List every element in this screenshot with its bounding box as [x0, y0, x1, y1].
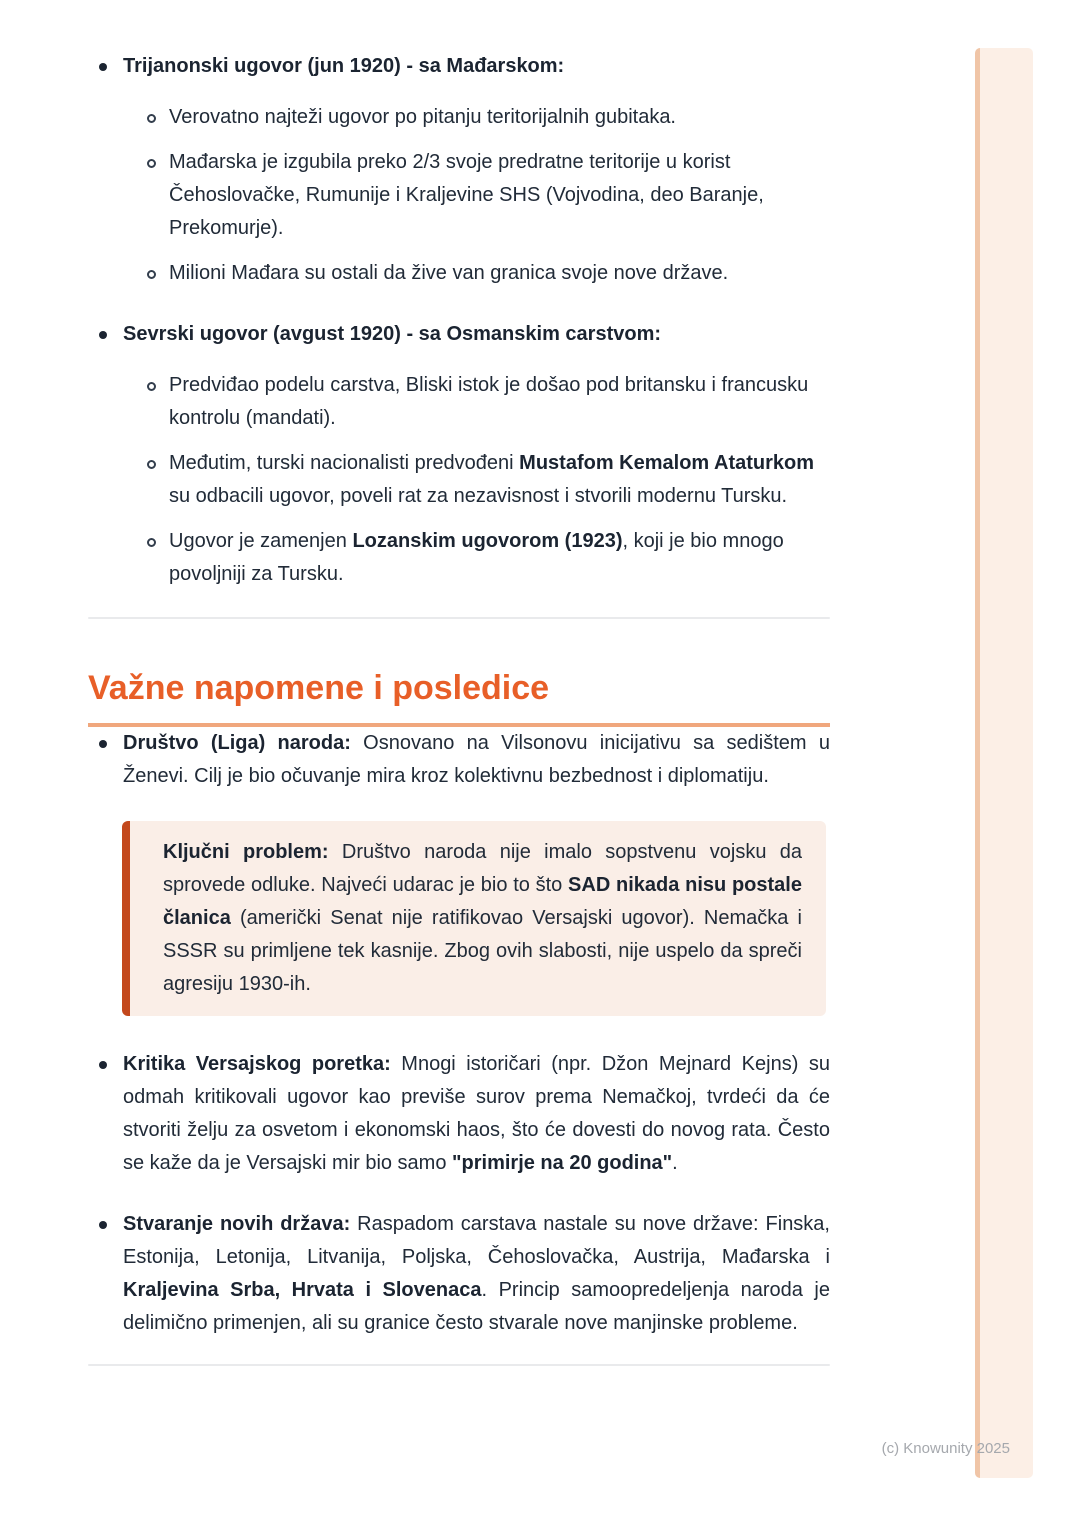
treaty-sub-text — [169, 447, 830, 513]
bullet-icon — [99, 331, 107, 339]
text: Raspadom carstava nastale su nove države: Finska, Estonija, Letonija, Litvanija, Poljska, Čehoslovačka, Austrija, Mađarska i — [123, 1213, 830, 1268]
treaty-sub-item — [135, 447, 830, 513]
bullet-icon — [99, 1221, 107, 1229]
circle-bullet-icon — [147, 382, 156, 391]
note-item — [88, 727, 830, 793]
bold-text: "primirje na 20 godina" — [452, 1152, 673, 1174]
circle-bullet-icon — [147, 460, 156, 469]
section-heading: Važne napomene i posledice — [88, 663, 830, 727]
treaty-title — [123, 50, 830, 83]
section-divider-bottom — [88, 1364, 830, 1366]
text: . — [672, 1152, 678, 1174]
bullet-icon — [99, 1061, 107, 1069]
bold-text: Ključni problem: — [163, 841, 342, 863]
circle-bullet-icon — [147, 114, 156, 123]
page-content — [88, 0, 830, 1366]
footer-copyright: (c) Knowunity 2025 — [881, 1440, 1010, 1457]
bold-text: Mustafom Kemalom Ataturkom — [519, 452, 815, 474]
circle-bullet-icon — [147, 538, 156, 547]
text: Predviđao podelu carstva, Bliski istok je došao pod britansku i francusku kontrolu (mandati). — [169, 374, 809, 429]
page-edge-stripe — [975, 48, 1033, 1478]
text: Ugovor je zamenjen — [169, 530, 353, 552]
callout-item — [88, 821, 830, 1016]
treaty-sub-text — [169, 101, 830, 134]
note-text — [123, 1048, 830, 1180]
bold-text: Kritika Versajskog poretka: — [123, 1053, 402, 1075]
text: Milioni Mađara su ostali da žive van granica svoje nove države. — [169, 262, 729, 284]
callout-text — [163, 836, 802, 1001]
text: , koji je bio mnogo povoljniji za Tursku. — [169, 530, 784, 585]
circle-bullet-icon — [147, 159, 156, 168]
bold-text: SAD nikada nisu postale članica — [163, 874, 802, 929]
text: Društvo naroda nije imalo sopstvenu vojsku da sprovede odluke. Najveći udarac je bio to što — [163, 841, 802, 896]
bullet-icon — [99, 740, 107, 748]
treaty-list — [88, 50, 830, 591]
treaty-sub-item — [135, 101, 830, 134]
note-text — [123, 727, 830, 793]
bold-text: Stvaranje novih država: — [123, 1213, 358, 1235]
treaty-sub-item — [135, 369, 830, 435]
callout-box — [122, 821, 826, 1016]
treaty-sub-list — [123, 369, 830, 591]
note-item — [88, 1048, 830, 1180]
text: (američki Senat nije ratifikovao Versajski ugovor). Nemačka i SSSR su primljene tek kasnije. Zbog ovih slabosti, nije uspelo da spreči agresiju 1930-ih. — [163, 907, 802, 995]
text: Međutim, turski nacionalisti predvođeni — [169, 452, 520, 474]
bullet-icon — [99, 63, 107, 71]
treaty-sub-text — [169, 146, 830, 245]
text: Osnovano na Vilsonovu inicijativu sa sedištem u Ženevi. Cilj je bio očuvanje mira kroz kolektivnu bezbednost i diplomatiju. — [123, 732, 830, 787]
treaty-sub-text — [169, 369, 830, 435]
circle-bullet-icon — [147, 270, 156, 279]
text: Mađarska je izgubila preko 2/3 svoje predratne teritorije u korist Čehoslovačke, Rumunije i Kraljevine SHS (Vojvodina, deo Baranje, Prekomurje). — [169, 151, 764, 239]
text: Verovatno najteži ugovor po pitanju teritorijalnih gubitaka. — [169, 106, 676, 128]
text: su odbacili ugovor, poveli rat za nezavisnost i stvorili modernu Tursku. — [169, 485, 788, 507]
bold-text: Lozanskim ugovorom (1923) — [352, 530, 623, 552]
treaty-item — [88, 50, 830, 290]
bold-text: Trijanonski ugovor (jun 1920) - sa Mađarskom: — [123, 55, 565, 77]
notes-list — [88, 727, 830, 1340]
section-divider-top — [88, 617, 830, 619]
note-text — [123, 1208, 830, 1340]
note-item — [88, 1208, 830, 1340]
bold-text: Kraljevina Srba, Hrvata i Slovenaca — [123, 1279, 482, 1301]
treaty-sub-item — [135, 525, 830, 591]
treaty-item — [88, 318, 830, 591]
treaty-sub-list — [123, 101, 830, 290]
treaty-title — [123, 318, 830, 351]
treaty-sub-text — [169, 257, 830, 290]
treaty-sub-item — [135, 146, 830, 245]
text: Mnogi istoričari (npr. Džon Mejnard Kejns) su odmah kritikovali ugovor kao previše surov prema Nemačkoj, tvrdeći da će stvoriti želju za osvetom i ekonomski haos, što će dovesti do novog rata. Često se kaže da je Versajski mir bio samo — [123, 1053, 830, 1174]
bold-text: Sevrski ugovor (avgust 1920) - sa Osmanskim carstvom: — [123, 323, 662, 345]
bold-text: Društvo (Liga) naroda: — [123, 732, 364, 754]
treaty-sub-item — [135, 257, 830, 290]
treaty-sub-text — [169, 525, 830, 591]
text: . Princip samoopredeljenja naroda je delimično primenjen, ali su granice često stvarale nove manjinske probleme. — [123, 1279, 830, 1334]
